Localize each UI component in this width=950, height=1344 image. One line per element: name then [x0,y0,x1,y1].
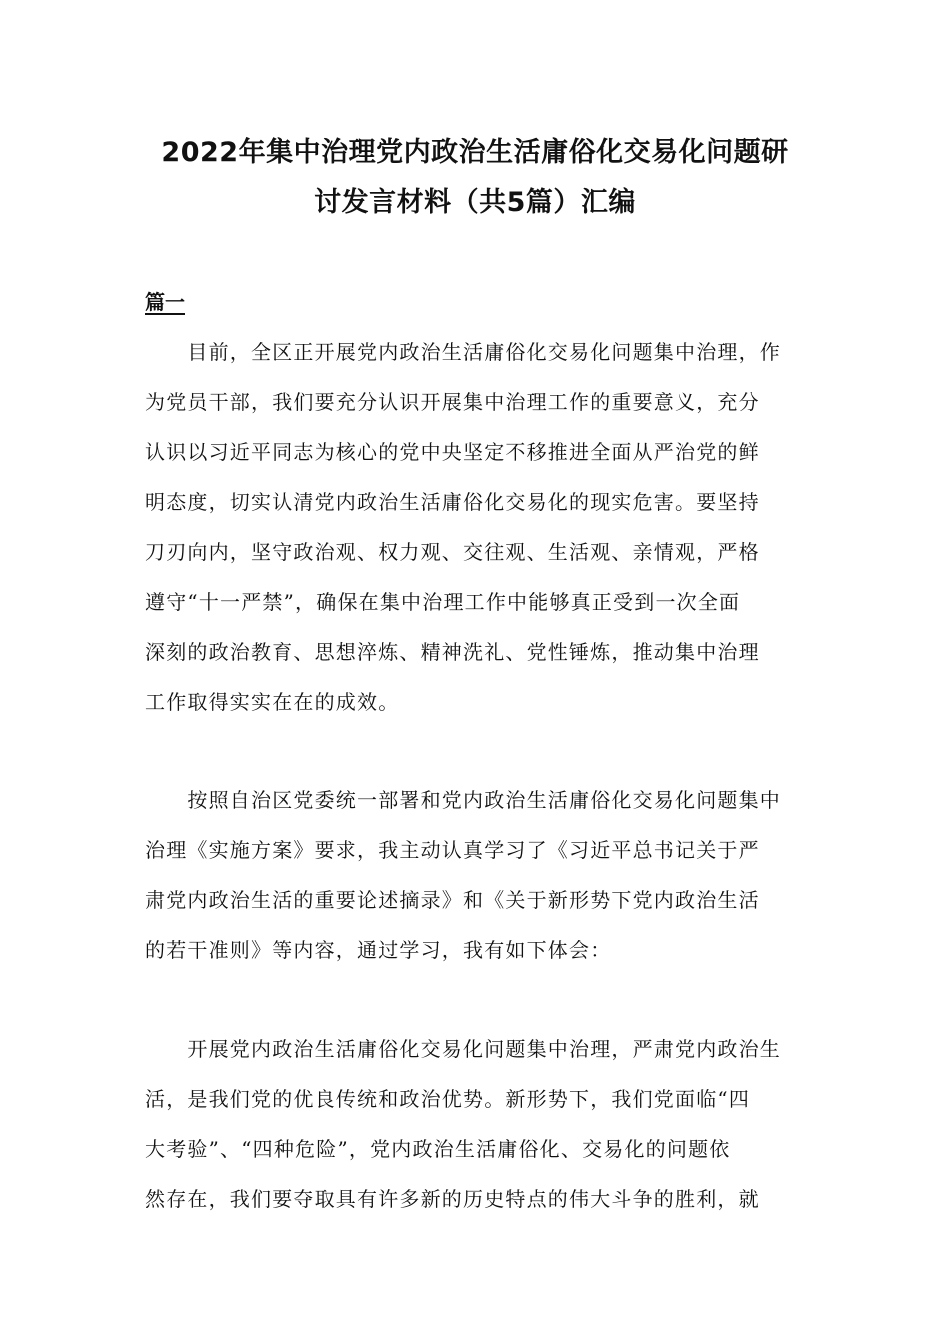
paragraph-line: 治理《实施方案》要求，我主动认真学习了《习近平总书记关于严 [145,838,760,862]
title-line-1: 2022年集中治理党内政治生活庸俗化交易化问题研 [161,137,789,168]
paragraph-line: 为党员干部，我们要充分认识开展集中治理工作的重要意义，充分 [145,390,760,414]
paragraph-line: 活，是我们党的优良传统和政治优势。新形势下，我们党面临“四 [145,1087,751,1111]
title-line-2: 讨发言材料（共5篇）汇编 [314,187,636,218]
paragraph-1 [145,327,805,727]
paragraph-line: 肃党内政治生活的重要论述摘录》和《关于新形势下党内政治生活 [145,888,760,912]
document-title [120,128,830,228]
paragraph-line: 深刻的政治教育、思想淬炼、精神洗礼、党性锤炼，推动集中治理 [145,640,760,664]
paragraph-2 [145,775,805,975]
paragraph-line: 遵守“十一严禁”，确保在集中治理工作中能够真正受到一次全面 [145,590,741,614]
paragraph-line: 大考验”、“四种危险”，党内政治生活庸俗化、交易化的问题依 [145,1137,731,1161]
paragraph-line: 的若干准则》等内容，通过学习，我有如下体会： [145,938,612,962]
paragraph-line: 然存在，我们要夺取具有许多新的历史特点的伟大斗争的胜利，就 [145,1187,760,1211]
section-heading: 篇一 [145,290,185,314]
paragraph-line: 刀刃向内，坚守政治观、权力观、交往观、生活观、亲情观，严格 [145,540,760,564]
paragraph-line: 目前，全区正开展党内政治生活庸俗化交易化问题集中治理，作 [145,340,781,364]
paragraph-line: 工作取得实实在在的成效。 [145,690,400,714]
paragraph-line: 开展党内政治生活庸俗化交易化问题集中治理，严肃党内政治生 [145,1037,781,1061]
paragraph-line: 明态度，切实认清党内政治生活庸俗化交易化的现实危害。要坚持 [145,490,760,514]
paragraph-3 [145,1024,805,1224]
paragraph-line: 认识以习近平同志为核心的党中央坚定不移推进全面从严治党的鲜 [145,440,760,464]
paragraph-line: 按照自治区党委统一部署和党内政治生活庸俗化交易化问题集中 [145,788,781,812]
